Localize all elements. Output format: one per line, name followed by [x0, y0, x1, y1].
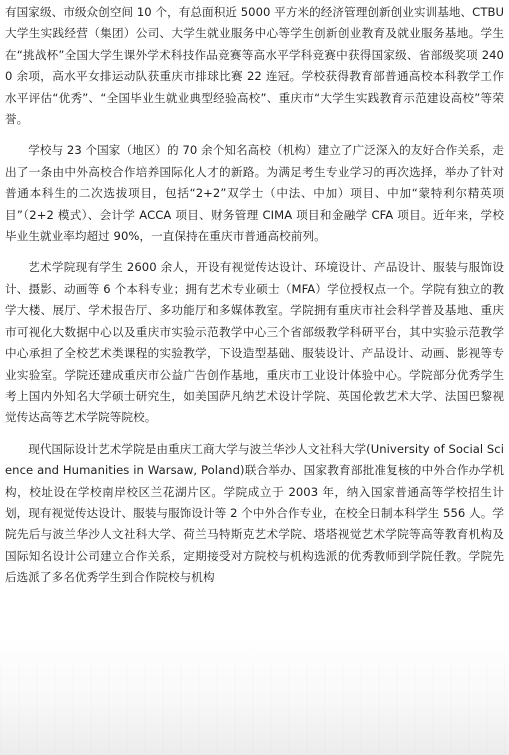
paragraph-gap-1	[5, 130, 504, 140]
paragraph-gap-3	[5, 429, 504, 439]
paragraph-4: 现代国际设计艺术学院是由重庆工商大学与波兰华沙人文社科大学(University of Social Science and Humanities in Warsaw, Poland)联合举办、国家教育部批准复核的中外合作办学机构，校址设在学校南岸校区兰花湖片区。学院成立于 2003 年，纳入国家普通高等学校招生计划，现有视觉传达设计、服装与服饰设计等 2 个中外合作专业，在校全日制本科学生 556 人。学院先后与波兰华沙人文社科大学、荷兰马特斯克艺术学院、塔塔视觉艺术学院等高等教育机构及国际知名设计公司建立合作关系，定期接受对方院校与机构选派的优秀教师到学院任教。学院先后选派了多名优秀学生到合作院校与机构	[5, 441, 504, 585]
paragraph-2: 学校与 23 个国家（地区）的 70 余个知名高校（机构）建立了广泛深入的友好合作关系，走出了一条由中外高校合作培养国际化人才的新路。为满足考生专业学习的再次选择，举办了针对普通本科生的二次选拔项目，包括“2+2”双学士（中法、中加）项目、中加“蒙特利尔精英项目”（2+2 模式）、会计学 ACCA 项目、财务管理 CIMA 项目和金融学 CFA 项目。近年来，学校毕业生就业率均超过 90%，一直保持在重庆市普通高校前列。	[5, 143, 504, 244]
paragraph-gap-2	[5, 247, 504, 257]
paragraph-3: 艺术学院现有学生 2600 余人，开设有视觉传达设计、环境设计、产品设计、服装与服饰设计、摄影、动画等 6 个本科专业；拥有艺术专业硕士（MFA）学位授权点一个。学院有独立的教学大楼、展厅、学术报告厅、多功能厅和多媒体教室。学院拥有重庆市社会科学普及基地、重庆市可视化大数据中心以及重庆市实验示范教学中心三个省部级教学科研平台，其中实验示范教学中心承担了全校艺术类课程的实验教学，下设造型基础、服装设计、产品设计、动画、影视等专业实验室。学院还建成重庆市公益广告创作基地，重庆市工业设计体验中心。学院部分优秀学生考上国内外知名大学硕士研究生，如美国萨凡纳艺术设计学院、英国伦敦艺术大学、法国巴黎视觉传达高等艺术学院等院校。	[5, 260, 504, 425]
paragraph-1: 有国家级、市级众创空间 10 个，有总面积近 5000 平方米的经济管理创新创业实训基地、CTBU 大学生实践经营（集团）公司、大学生就业服务中心等学生创新创业教育及就业服务基地。学生在“挑战杯”全国大学生课外学术科技作品竞赛等高水平学科竞赛中获得国家级、省部级奖项 2400 余项，高水平女排运动队获重庆市排球比赛 22 连冠。学校获得教育部普通高校本科教学工作水平评估“优秀”、“全国毕业生就业典型经验高校”、重庆市“大学生实践教育示范建设高校”等荣誉。	[5, 5, 504, 127]
